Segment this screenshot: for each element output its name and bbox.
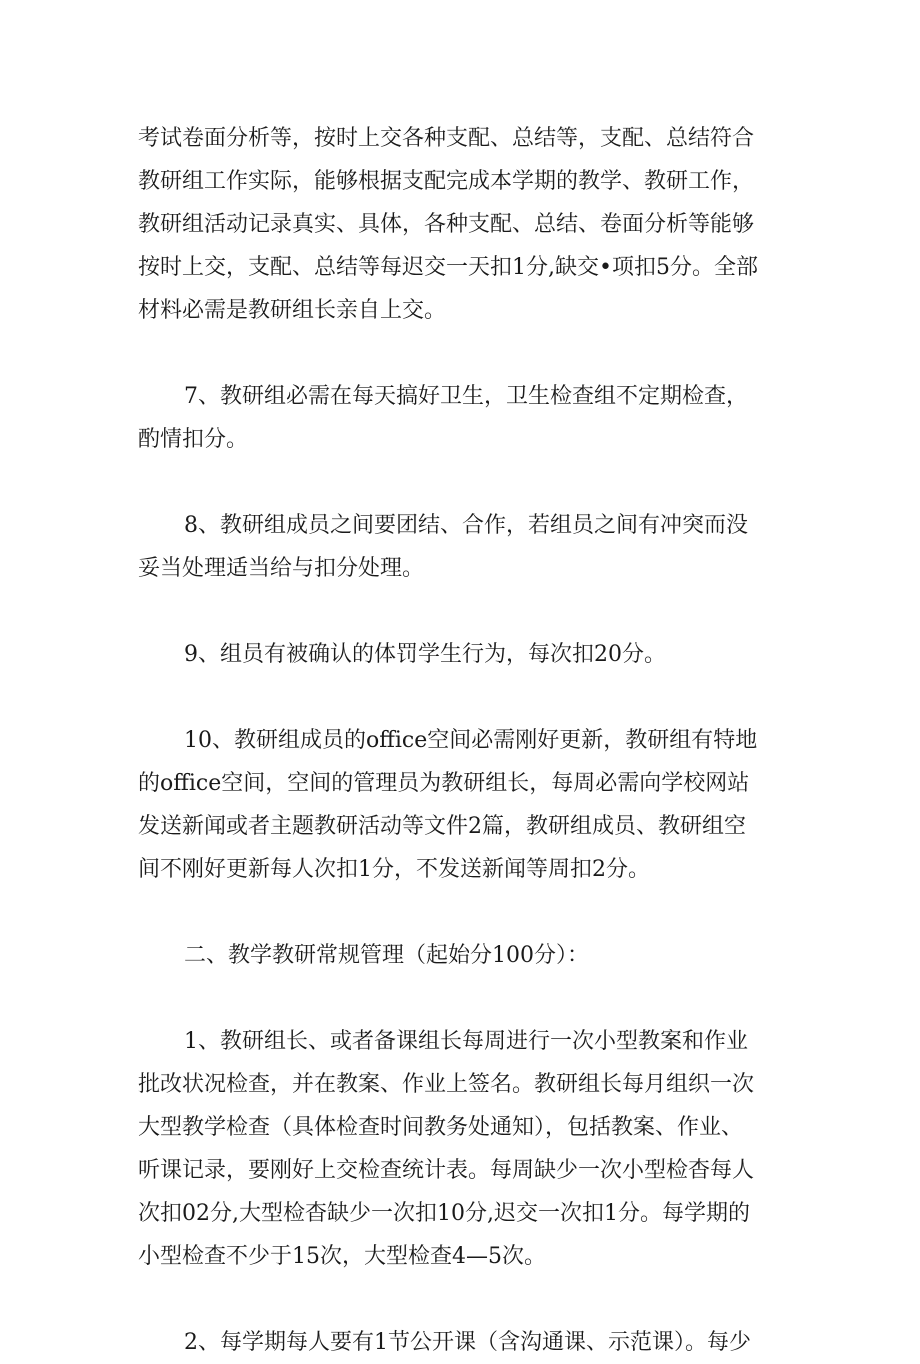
paragraph-gap [138, 1278, 788, 1321]
text-line: 次扣02分,大型检杳缺少一次扣10分,迟交一次扣1分。每学期的 [138, 1201, 750, 1226]
text-line: 妥当处理适当给与扣分处理。 [138, 556, 425, 581]
paragraph-item-8: 8、教研组成员之间要团结、合作，若组员之间有冲突而没 [184, 513, 748, 538]
text-line: 教研组工作实际，能够根据支配完成本学期的教学、教研工作， [138, 169, 755, 194]
text-line: 的office空间，空间的管理员为教研组长，每周必需向学校网站 [138, 771, 750, 796]
paragraph-gap [138, 676, 788, 719]
paragraph-item-2: 2、每学期每人要有1节公开课（含沟通课、示范课）。每少 [184, 1330, 751, 1355]
text-line: 小型检查不少于15次，大型检查4—5次。 [138, 1244, 546, 1269]
paragraph-gap [138, 332, 788, 375]
document-body [138, 117, 788, 1364]
paragraph-item-9: 9、组员有被确认的体罚学生行为，每次扣20分。 [184, 642, 666, 667]
paragraph-gap [138, 590, 788, 633]
text-line: 教研组活动记录真实、具体，各种支配、总结、卷面分析等能够 [138, 212, 755, 237]
paragraph-item-1: 1、教研组长、或者备课组长每周进行一次小型教案和作业 [184, 1029, 748, 1054]
text-line: 发送新闻或者主题教研活动等文件2篇，教研组成员、教研组空 [138, 814, 746, 839]
text-line: 考试卷面分析等，按时上交各种支配、总结等，支配、总结符合 [138, 126, 755, 151]
text-line: 听课记录，要刚好上交检查统计表。每周缺少一次小型检杳每人 [138, 1158, 755, 1183]
paragraph-item-10: 10、教研组成员的office空间必需刚好更新，教研组有特地 [184, 728, 758, 753]
section-heading: 二、教学教研常规管理（起始分100分）： [184, 943, 589, 968]
text-line: 批改状况检查，并在教案、作业上签名。教研组长每月组织一次 [138, 1072, 755, 1097]
text-line: 大型教学检查（具体检查时间教务处通知），包括教案、作业、 [138, 1115, 744, 1140]
paragraph-gap [138, 461, 788, 504]
paragraph-gap [138, 977, 788, 1020]
text-line: 材料必需是教研组长亲自上交。 [138, 298, 447, 323]
paragraph-item-7: 7、教研组必需在每天搞好卫生，卫生检查组不定期检查， [184, 384, 748, 409]
text-line: 酌情扣分。 [138, 427, 249, 452]
text-line: 间不刚好更新每人次扣1分，不发送新闻等周扣2分。 [138, 857, 650, 882]
text-line: 按时上交，支配、总结等每迟交一天扣1分,缺交•项扣5分。全部 [138, 255, 758, 280]
paragraph-gap [138, 891, 788, 934]
